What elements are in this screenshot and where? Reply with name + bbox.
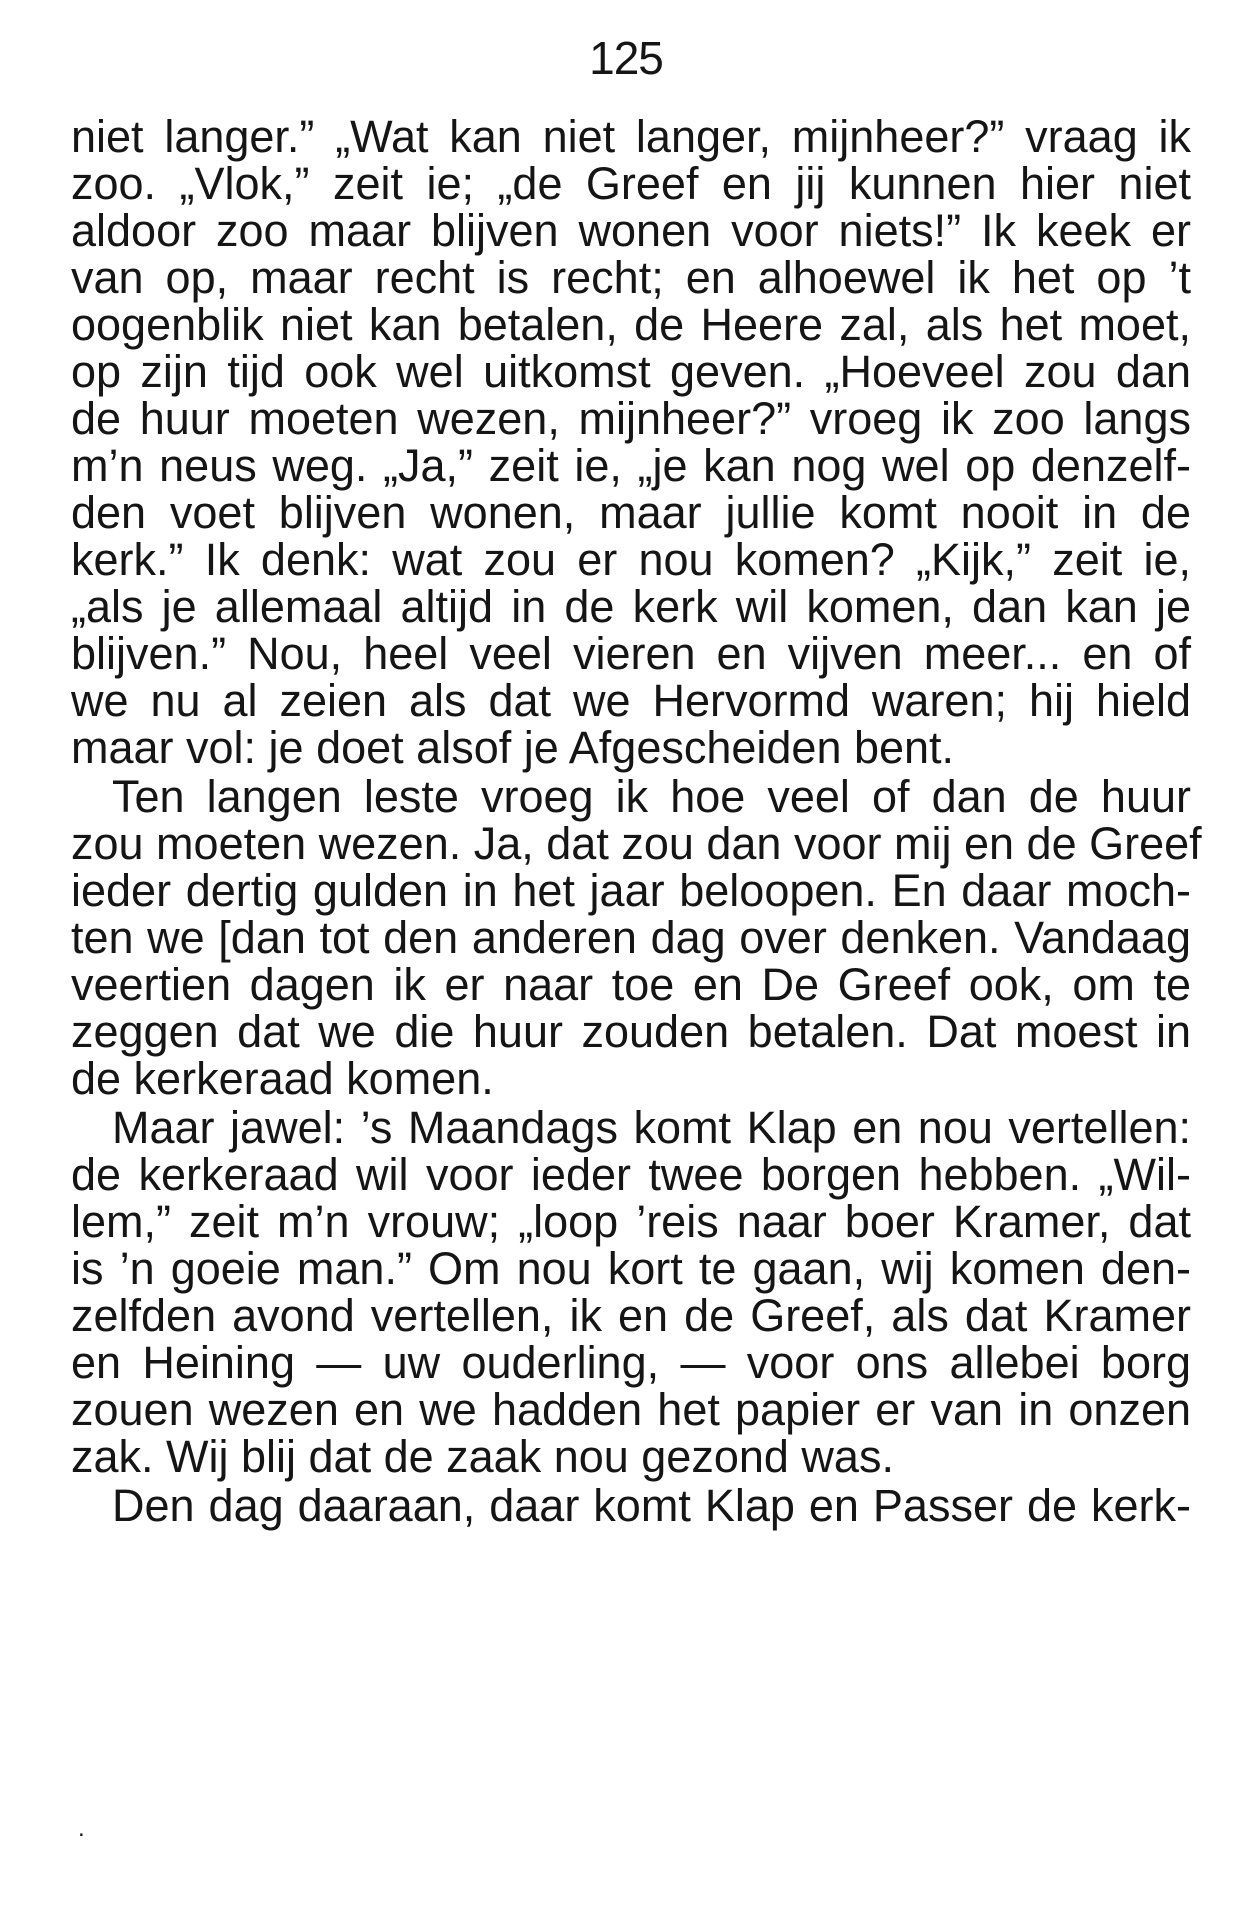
text-line-24: lem,” zeit m’n vrouw; „loop ’reis naar boer Kramer, dat [71, 1196, 1191, 1247]
text-line-27: en Heining — uw ouderling, — voor ons allebei borg [71, 1337, 1191, 1388]
text-line-28: zouen wezen en we hadden het papier er van in onzen [71, 1384, 1191, 1435]
text-line-19: veertien dagen ik er naar toe en De Greef ook, om te [71, 959, 1191, 1010]
page-number: 125 [589, 32, 663, 84]
text-line-26: zelfden avond vertellen, ik en de Greef, als dat Kramer [71, 1290, 1191, 1341]
text-line-5: oogenblik niet kan betalen, de Heere zal, als het moet, [71, 299, 1191, 350]
text-line-3: aldoor zoo maar blijven wonen voor niets!” Ik keek er [71, 205, 1191, 256]
text-line-8: m’n neus weg. „Ja,” zeit ie, „je kan nog wel op denzelf- [71, 440, 1191, 491]
stray-scan-mark: . [78, 1815, 85, 1842]
text-line-12: blijven.” Nou, heel veel vieren en vijven meer... en of [71, 628, 1191, 679]
text-line-29: zak. Wij blij dat de zaak nou gezond was. [71, 1431, 894, 1482]
text-line-13: we nu al zeien als dat we Hervormd waren; hij hield [71, 675, 1191, 726]
text-line-7: de huur moeten wezen, mijnheer?” vroeg ik zoo langs [71, 393, 1191, 444]
text-line-11: „als je allemaal altijd in de kerk wil komen, dan kan je [71, 581, 1191, 632]
text-line-21: de kerkeraad komen. [71, 1053, 494, 1104]
text-line-14: maar vol: je doet alsof je Afgescheiden bent. [71, 722, 955, 773]
text-line-22: Maar jawel: ’s Maandags komt Klap en nou vertellen: [112, 1102, 1191, 1153]
text-line-15: Ten langen leste vroeg ik hoe veel of dan de huur [112, 771, 1191, 822]
text-line-6: op zijn tijd ook wel uitkomst geven. „Hoeveel zou dan [71, 346, 1191, 397]
text-line-9: den voet blijven wonen, maar jullie komt nooit in de [71, 487, 1191, 538]
text-line-20: zeggen dat we die huur zouden betalen. Dat moest in [71, 1006, 1191, 1057]
text-line-10: kerk.” Ik denk: wat zou er nou komen? „Kijk,” zeit ie, [71, 534, 1191, 585]
text-line-4: van op, maar recht is recht; en alhoewel ik het op ’t [71, 252, 1191, 303]
text-line-18: ten we [dan tot den anderen dag over denken. Vandaag [71, 912, 1191, 963]
text-line-25: is ’n goeie man.” Om nou kort te gaan, wij komen den- [71, 1243, 1191, 1294]
text-line-1: niet langer.” „Wat kan niet langer, mijnheer?” vraag ik [71, 111, 1191, 162]
text-line-16: zou moeten wezen. Ja, dat zou dan voor mij en de Greef [71, 818, 1202, 869]
text-line-30: Den dag daaraan, daar komt Klap en Passer de kerk- [112, 1480, 1191, 1531]
text-line-2: zoo. „Vlok,” zeit ie; „de Greef en jij kunnen hier niet [71, 158, 1191, 209]
text-line-23: de kerkeraad wil voor ieder twee borgen hebben. „Wil- [71, 1149, 1191, 1200]
text-line-17: ieder dertig gulden in het jaar beloopen. En daar moch- [71, 865, 1191, 916]
